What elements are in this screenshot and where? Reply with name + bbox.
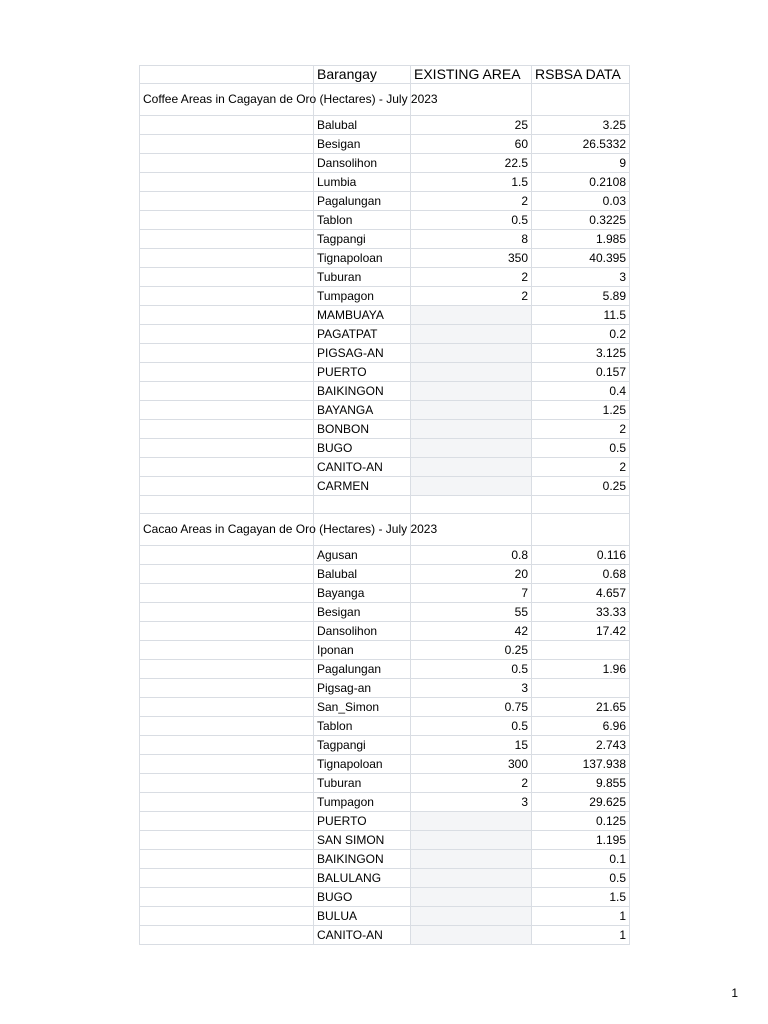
section-column-cell	[140, 869, 314, 888]
coffee-section-title: Coffee Areas in Cagayan de Oro (Hectares) - July 2023	[140, 84, 314, 116]
rsbsa-data-cell: 0.116	[532, 546, 630, 565]
existing-area-cell: 7	[411, 584, 532, 603]
section-column-cell	[140, 717, 314, 736]
barangay-cell: Tagpangi	[314, 736, 411, 755]
existing-area-cell	[411, 306, 532, 325]
barangay-cell: Besigan	[314, 135, 411, 154]
barangay-cell: Tablon	[314, 717, 411, 736]
cacao-data-row	[140, 793, 630, 812]
rsbsa-data-cell: 0.68	[532, 565, 630, 584]
existing-area-cell	[411, 382, 532, 401]
barangay-cell: PUERTO	[314, 363, 411, 382]
coffee-data-row	[140, 325, 630, 344]
barangay-cell: BAIKINGON	[314, 850, 411, 869]
existing-area-cell: 3	[411, 679, 532, 698]
section-column-cell	[140, 698, 314, 717]
existing-area-cell: 2	[411, 774, 532, 793]
existing-area-cell	[411, 869, 532, 888]
rsbsa-data-cell: 1.96	[532, 660, 630, 679]
section-column-cell	[140, 211, 314, 230]
existing-area-cell: 2	[411, 268, 532, 287]
barangay-cell: Tablon	[314, 211, 411, 230]
rsbsa-data-cell: 0.25	[532, 477, 630, 496]
rsbsa-data-cell: 3	[532, 268, 630, 287]
rsbsa-data-cell: 1.5	[532, 888, 630, 907]
rsbsa-data-cell: 1.985	[532, 230, 630, 249]
cacao-data-row	[140, 736, 630, 755]
barangay-cell: Tagpangi	[314, 230, 411, 249]
section-column-cell	[140, 546, 314, 565]
coffee-data-row	[140, 287, 630, 306]
cacao-data-row	[140, 679, 630, 698]
barangay-cell: Tignapoloan	[314, 249, 411, 268]
empty-cell	[314, 496, 411, 514]
existing-area-cell: 0.5	[411, 717, 532, 736]
existing-area-cell	[411, 344, 532, 363]
barangay-cell: Dansolihon	[314, 154, 411, 173]
section-column-cell	[140, 565, 314, 584]
rsbsa-data-cell: 0.3225	[532, 211, 630, 230]
rsbsa-data-cell: 29.625	[532, 793, 630, 812]
section-column-cell	[140, 116, 314, 135]
rsbsa-data-cell: 9.855	[532, 774, 630, 793]
existing-area-cell: 55	[411, 603, 532, 622]
barangay-cell: Lumbia	[314, 173, 411, 192]
existing-area-cell: 20	[411, 565, 532, 584]
coffee-data-row	[140, 306, 630, 325]
existing-area-cell	[411, 926, 532, 945]
cacao-data-row	[140, 641, 630, 660]
barangay-cell: Tuburan	[314, 268, 411, 287]
coffee-data-row	[140, 192, 630, 211]
spreadsheet-body	[140, 66, 630, 945]
rsbsa-data-cell: 2	[532, 420, 630, 439]
rsbsa-data-cell: 21.65	[532, 698, 630, 717]
section-column-cell	[140, 154, 314, 173]
rsbsa-data-cell: 1	[532, 926, 630, 945]
cacao-data-row	[140, 546, 630, 565]
cacao-data-row	[140, 584, 630, 603]
rsbsa-data-cell: 1	[532, 907, 630, 926]
coffee-data-row	[140, 439, 630, 458]
barangay-cell: Pagalungan	[314, 192, 411, 211]
cacao-data-row	[140, 698, 630, 717]
existing-area-cell: 0.8	[411, 546, 532, 565]
rsbsa-data-cell: 137.938	[532, 755, 630, 774]
existing-area-cell	[411, 477, 532, 496]
coffee-data-row	[140, 211, 630, 230]
rsbsa-data-cell: 26.5332	[532, 135, 630, 154]
cacao-data-row	[140, 869, 630, 888]
section-column-cell	[140, 641, 314, 660]
existing-area-cell	[411, 812, 532, 831]
section-column-cell	[140, 135, 314, 154]
empty-cell	[532, 514, 630, 546]
coffee-data-row	[140, 173, 630, 192]
cacao-data-row	[140, 831, 630, 850]
cacao-data-row	[140, 660, 630, 679]
section-column-cell	[140, 458, 314, 477]
section-column-cell	[140, 812, 314, 831]
barangay-cell: CANITO-AN	[314, 926, 411, 945]
section-column-cell	[140, 401, 314, 420]
barangay-cell: Balubal	[314, 565, 411, 584]
rsbsa-data-cell: 3.25	[532, 116, 630, 135]
section-column-cell	[140, 363, 314, 382]
section-column-cell	[140, 287, 314, 306]
existing-area-cell: 0.75	[411, 698, 532, 717]
page-number: 1	[731, 986, 738, 1000]
existing-area-cell	[411, 458, 532, 477]
existing-area-cell: 2	[411, 287, 532, 306]
section-column-cell	[140, 230, 314, 249]
coffee-data-row	[140, 363, 630, 382]
barangay-cell: BONBON	[314, 420, 411, 439]
coffee-data-row	[140, 382, 630, 401]
rsbsa-data-cell: 3.125	[532, 344, 630, 363]
existing-area-cell: 2	[411, 192, 532, 211]
rsbsa-data-cell: 1.195	[532, 831, 630, 850]
rsbsa-data-cell: 0.125	[532, 812, 630, 831]
section-column-cell	[140, 888, 314, 907]
rsbsa-data-cell: 0.157	[532, 363, 630, 382]
rsbsa-data-cell: 6.96	[532, 717, 630, 736]
existing-area-cell: 350	[411, 249, 532, 268]
coffee-data-row	[140, 154, 630, 173]
cacao-data-row	[140, 926, 630, 945]
empty-cell	[140, 496, 314, 514]
barangay-cell: Tuburan	[314, 774, 411, 793]
header-cell-blank	[140, 66, 314, 84]
header-rsbsa-data: RSBSA DATA	[532, 66, 630, 84]
section-column-cell	[140, 831, 314, 850]
rsbsa-data-cell: 0.4	[532, 382, 630, 401]
empty-cell	[532, 84, 630, 116]
barangay-cell: Iponan	[314, 641, 411, 660]
cacao-section-title: Cacao Areas in Cagayan de Oro (Hectares) - July 2023	[140, 514, 314, 546]
section-column-cell	[140, 755, 314, 774]
rsbsa-data-cell: 9	[532, 154, 630, 173]
existing-area-cell: 1.5	[411, 173, 532, 192]
cacao-data-row	[140, 774, 630, 793]
existing-area-cell: 8	[411, 230, 532, 249]
cacao-data-row	[140, 603, 630, 622]
existing-area-cell: 3	[411, 793, 532, 812]
header-row	[140, 66, 630, 84]
empty-cell	[411, 496, 532, 514]
header-barangay: Barangay	[314, 66, 411, 84]
existing-area-cell	[411, 439, 532, 458]
section-column-cell	[140, 907, 314, 926]
coffee-data-row	[140, 344, 630, 363]
cacao-data-row	[140, 565, 630, 584]
barangay-cell: Tignapoloan	[314, 755, 411, 774]
cacao-data-row	[140, 888, 630, 907]
cacao-data-row	[140, 812, 630, 831]
rsbsa-data-cell: 0.5	[532, 439, 630, 458]
rsbsa-data-cell: 33.33	[532, 603, 630, 622]
existing-area-cell	[411, 401, 532, 420]
barangay-cell: BUGO	[314, 888, 411, 907]
barangay-cell: Besigan	[314, 603, 411, 622]
existing-area-cell	[411, 831, 532, 850]
section-column-cell	[140, 249, 314, 268]
barangay-cell: PIGSAG-AN	[314, 344, 411, 363]
section-column-cell	[140, 584, 314, 603]
barangay-cell: PUERTO	[314, 812, 411, 831]
barangay-cell: BALULANG	[314, 869, 411, 888]
existing-area-cell: 42	[411, 622, 532, 641]
section-column-cell	[140, 477, 314, 496]
existing-area-cell: 0.25	[411, 641, 532, 660]
coffee-section-header-row	[140, 84, 630, 116]
section-column-cell	[140, 774, 314, 793]
existing-area-cell	[411, 850, 532, 869]
section-column-cell	[140, 306, 314, 325]
section-column-cell	[140, 622, 314, 641]
rsbsa-data-cell: 11.5	[532, 306, 630, 325]
rsbsa-data-cell: 0.2	[532, 325, 630, 344]
existing-area-cell: 25	[411, 116, 532, 135]
rsbsa-data-cell: 0.03	[532, 192, 630, 211]
rsbsa-data-cell: 2.743	[532, 736, 630, 755]
spreadsheet-table	[139, 65, 630, 945]
barangay-cell: BAIKINGON	[314, 382, 411, 401]
existing-area-cell: 0.5	[411, 211, 532, 230]
barangay-cell: Tumpagon	[314, 287, 411, 306]
rsbsa-data-cell: 0.2108	[532, 173, 630, 192]
barangay-cell: Agusan	[314, 546, 411, 565]
header-existing-area: EXISTING AREA	[411, 66, 532, 84]
barangay-cell: CANITO-AN	[314, 458, 411, 477]
rsbsa-data-cell: 2	[532, 458, 630, 477]
rsbsa-data-cell: 5.89	[532, 287, 630, 306]
coffee-data-row	[140, 458, 630, 477]
coffee-data-row	[140, 116, 630, 135]
barangay-cell: CARMEN	[314, 477, 411, 496]
coffee-data-row	[140, 401, 630, 420]
section-column-cell	[140, 192, 314, 211]
barangay-cell: BAYANGA	[314, 401, 411, 420]
existing-area-cell: 22.5	[411, 154, 532, 173]
rsbsa-data-cell: 0.5	[532, 869, 630, 888]
barangay-cell: Balubal	[314, 116, 411, 135]
barangay-cell: SAN SIMON	[314, 831, 411, 850]
barangay-cell: BULUA	[314, 907, 411, 926]
coffee-data-row	[140, 249, 630, 268]
section-column-cell	[140, 736, 314, 755]
section-column-cell	[140, 439, 314, 458]
section-column-cell	[140, 382, 314, 401]
coffee-data-row	[140, 135, 630, 154]
cacao-data-row	[140, 622, 630, 641]
barangay-cell: PAGATPAT	[314, 325, 411, 344]
rsbsa-data-cell	[532, 641, 630, 660]
coffee-data-row	[140, 477, 630, 496]
section-column-cell	[140, 793, 314, 812]
existing-area-cell	[411, 363, 532, 382]
section-column-cell	[140, 679, 314, 698]
section-column-cell	[140, 268, 314, 287]
coffee-data-row	[140, 268, 630, 287]
section-column-cell	[140, 420, 314, 439]
section-column-cell	[140, 603, 314, 622]
existing-area-cell	[411, 325, 532, 344]
barangay-cell: BUGO	[314, 439, 411, 458]
cacao-data-row	[140, 907, 630, 926]
existing-area-cell	[411, 907, 532, 926]
barangay-cell: San_Simon	[314, 698, 411, 717]
section-column-cell	[140, 344, 314, 363]
section-column-cell	[140, 850, 314, 869]
cacao-section-header-row	[140, 514, 630, 546]
section-column-cell	[140, 660, 314, 679]
existing-area-cell	[411, 888, 532, 907]
rsbsa-data-cell: 1.25	[532, 401, 630, 420]
existing-area-cell: 15	[411, 736, 532, 755]
barangay-cell: Pagalungan	[314, 660, 411, 679]
section-column-cell	[140, 325, 314, 344]
rsbsa-data-cell: 0.1	[532, 850, 630, 869]
rsbsa-data-cell	[532, 679, 630, 698]
rsbsa-data-cell: 40.395	[532, 249, 630, 268]
cacao-data-row	[140, 850, 630, 869]
section-column-cell	[140, 926, 314, 945]
section-column-cell	[140, 173, 314, 192]
existing-area-cell: 60	[411, 135, 532, 154]
existing-area-cell: 0.5	[411, 660, 532, 679]
barangay-cell: Tumpagon	[314, 793, 411, 812]
coffee-data-row	[140, 420, 630, 439]
cacao-data-row	[140, 755, 630, 774]
rsbsa-data-cell: 4.657	[532, 584, 630, 603]
barangay-cell: Bayanga	[314, 584, 411, 603]
barangay-cell: Pigsag-an	[314, 679, 411, 698]
empty-cell	[532, 496, 630, 514]
barangay-cell: Dansolihon	[314, 622, 411, 641]
cacao-data-row	[140, 717, 630, 736]
coffee-data-row	[140, 230, 630, 249]
barangay-cell: MAMBUAYA	[314, 306, 411, 325]
rsbsa-data-cell: 17.42	[532, 622, 630, 641]
existing-area-cell: 300	[411, 755, 532, 774]
blank-row	[140, 496, 630, 514]
existing-area-cell	[411, 420, 532, 439]
